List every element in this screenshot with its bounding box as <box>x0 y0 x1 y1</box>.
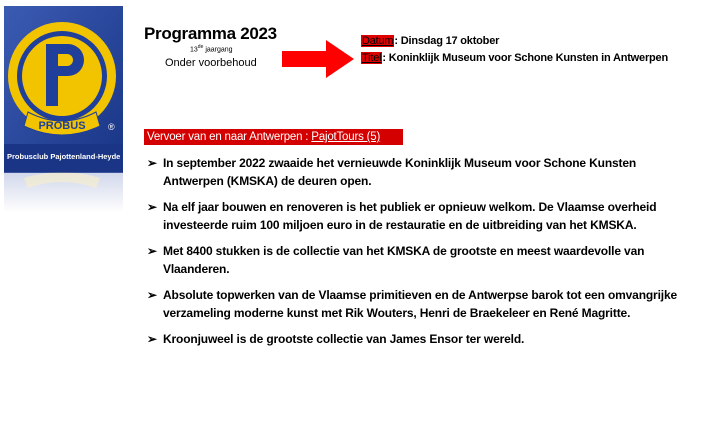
program-title: Programma 2023 <box>144 24 277 43</box>
bullet-text: Absolute topwerken van de Vlaamse primitieven en de Antwerpse barok tot een omvangrijke verzameling moderne kunst met Rik Wouters, Henri de Braekeleer en René Magritte. <box>163 288 677 320</box>
logo-reflection <box>4 172 123 212</box>
transport-heading-text: Vervoer van en naar Antwerpen : <box>147 131 312 143</box>
transport-operator-link[interactable]: PajotTours (5) <box>311 131 381 143</box>
date-value: : Dinsdag 17 oktober <box>394 35 500 47</box>
logo-club-name: Probusclub Pajottenland-Heyde <box>7 152 121 161</box>
date-label: Datum <box>362 35 394 47</box>
arrow-bullet-icon: ➢ <box>147 332 157 346</box>
logo-reflection-graphic <box>4 172 123 212</box>
arrow-bullet-icon: ➢ <box>147 244 157 258</box>
right-arrow-icon <box>282 40 354 78</box>
bullet-text: In september 2022 zwaaide het vernieuwde Koninklijk Museum voor Schone Kunsten Antwerpen (KMSKA) de deuren open. <box>163 156 637 188</box>
bullet-list <box>147 154 699 356</box>
jaargang-number: 13 <box>190 46 198 54</box>
probus-logo-graphic <box>4 6 123 173</box>
list-item <box>147 330 699 348</box>
list-item <box>147 286 699 322</box>
title-label: Titel <box>362 52 382 64</box>
date-line <box>361 35 499 47</box>
list-item <box>147 198 699 234</box>
arrow-bullet-icon: ➢ <box>147 200 157 214</box>
bullet-text: Met 8400 stukken is de collectie van het KMSKA de grootste en meest waardevolle van Vlaanderen. <box>163 244 645 276</box>
logo-registered-mark: ® <box>108 122 115 132</box>
probus-logo <box>4 6 123 173</box>
jaargang-suffix: de <box>197 44 204 50</box>
list-item <box>147 242 699 278</box>
title-line <box>361 52 668 64</box>
arrow-bullet-icon: ➢ <box>147 156 157 170</box>
list-item <box>147 154 699 190</box>
jaargang-word: jaargang <box>205 46 233 54</box>
bullet-text: Na elf jaar bouwen en renoveren is het publiek er opnieuw welkom. De Vlaamse overheid investeerde ruim 100 miljoen euro in de restauratie en de uitbreiding van het KMSKA. <box>163 200 657 232</box>
arrow-bullet-icon: ➢ <box>147 288 157 302</box>
program-subtitle: Onder voorbehoud <box>165 57 257 69</box>
logo-banner-text: PROBUS <box>38 120 86 132</box>
bullet-text: Kroonjuweel is de grootste collectie van James Ensor ter wereld. <box>163 332 525 346</box>
title-value: : Koninklijk Museum voor Schone Kunsten in Antwerpen <box>382 52 668 64</box>
transport-heading <box>144 129 403 145</box>
jaargang-label <box>190 44 233 53</box>
